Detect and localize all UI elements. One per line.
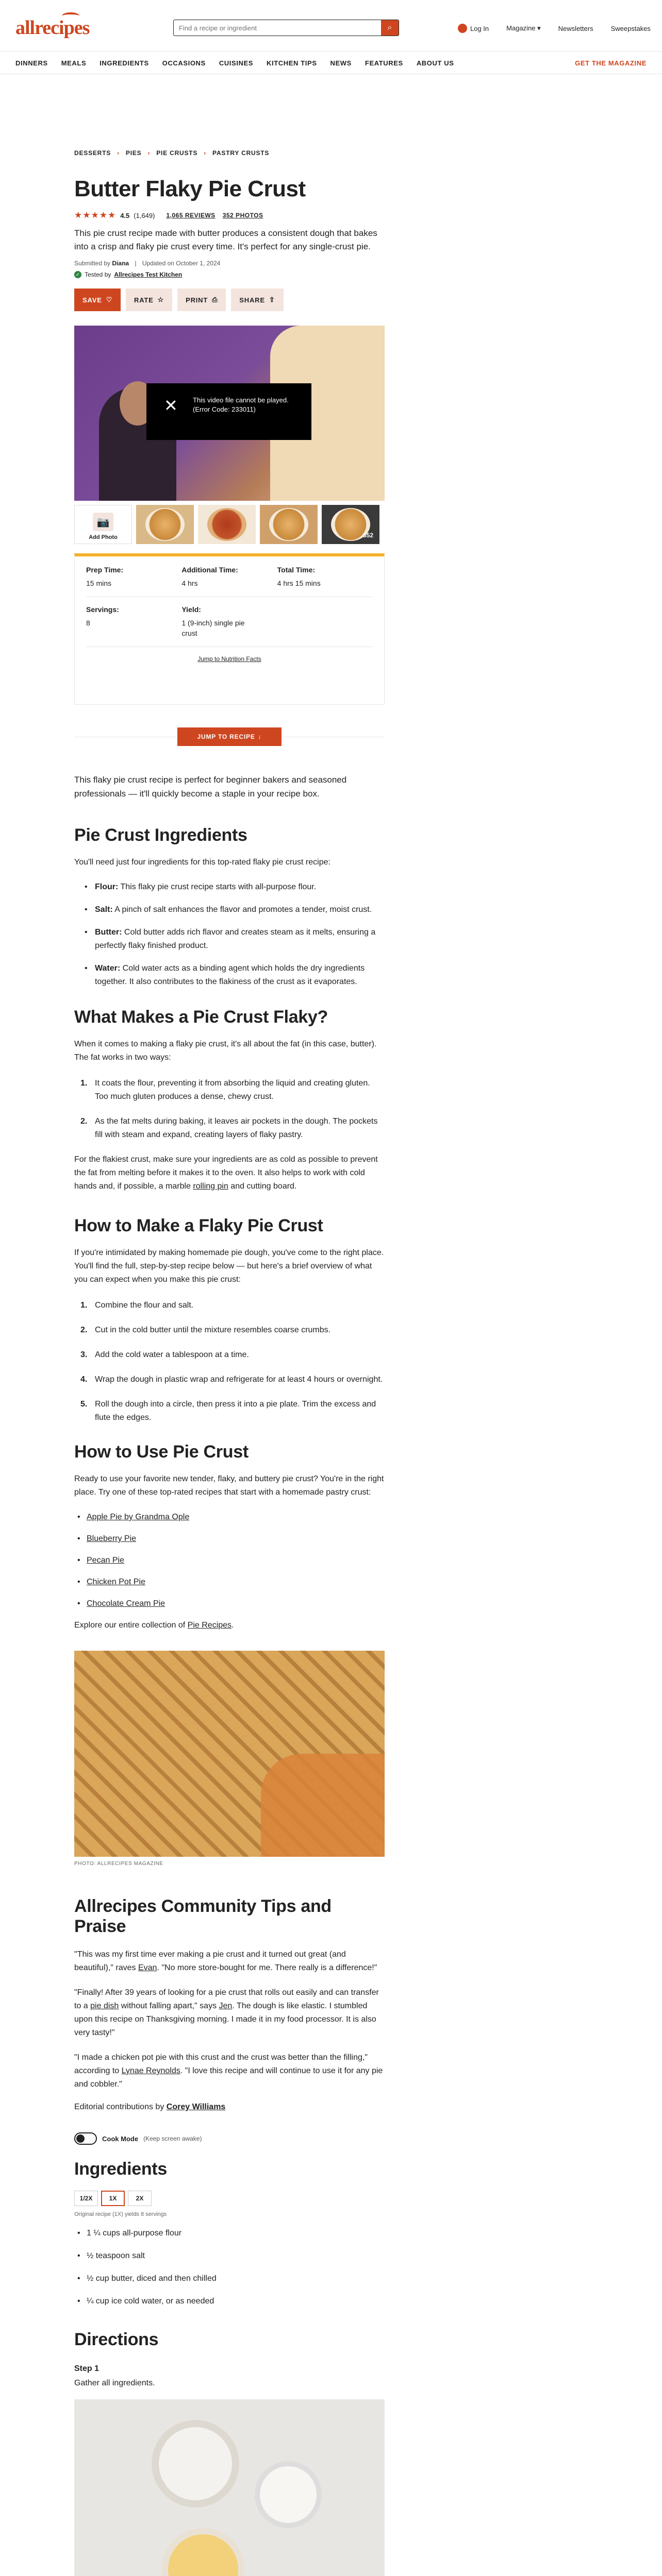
ingredients-list [74,2227,385,2308]
video-error-box [146,383,311,440]
heart-icon: ♡ [106,296,113,303]
photo-thumbnails [74,505,385,544]
cook-mode [74,2132,385,2145]
list-item: 1. Combine the flour and salt. [80,1301,194,1310]
cook-mode-label: Cook Mode [102,2134,139,2143]
star-icon: ☆ [157,296,164,303]
scale-half-button[interactable]: 1/2X [74,2191,98,2206]
jump-to-recipe-button[interactable] [177,727,282,746]
related-recipes-list [74,1511,385,1611]
flaky-reasons-list [74,1077,385,1142]
breadcrumb [74,149,385,157]
arrow-down-icon: ↓ [258,733,262,740]
nav-item-occasions[interactable]: OCCASIONS [162,59,206,67]
recipe-link[interactable]: Apple Pie by Grandma Ople [87,1513,190,1521]
ingredient-item: • ¼ cup ice cold water, or as needed [87,2295,385,2308]
section-heading-ingredients: Pie Crust Ingredients [74,825,247,845]
pie-image [269,508,308,541]
details-row [86,566,373,597]
cook-mode-sub: (Keep screen awake) [143,2135,202,2142]
list-item: 5. Roll the dough into a circle, then press it into a pie plate. Trim the excess and flute the edges. [80,1400,376,1422]
napkin-image [261,1754,385,1857]
save-button[interactable] [74,289,121,311]
section-heading-flaky: What Makes a Pie Crust Flaky? [74,1007,328,1027]
nav-item-features[interactable]: FEATURES [365,59,403,67]
printer-icon: ⎙ [212,296,218,303]
servings-value: 8 [86,619,90,627]
nav-item-news[interactable]: NEWS [330,59,352,67]
step-heading: Step 1 [74,2364,100,2373]
flour-bowl-image [152,2420,239,2507]
section-intro: If you're intimidated by making homemade pie dough, you've come to the right place. You'll find the full, step-by-step recipe below — but here's a brief overview of what you can expect when you make this pie crust: [74,1248,384,1284]
ingredients-heading: Ingredients [74,2159,167,2179]
list-item: 1. It coats the flour, preventing it from absorbing the liquid and creating gluten. Too much gluten produces a dense, chewy crust. [80,1079,370,1101]
list-item: • Butter: Cold butter adds rich flavor and creates steam as it melts, ensuring a perfectly flaky finished product. [95,926,385,953]
details-row [86,605,373,647]
reviews-link[interactable]: 1,065 REVIEWS [166,212,216,219]
breadcrumb-separator: › [204,149,207,157]
nav-item-dinners[interactable]: DINNERS [15,59,48,67]
jump-to-recipe [74,727,385,746]
nav-item-meals[interactable]: MEALS [61,59,87,67]
breadcrumb-separator: › [117,149,120,157]
save-label: SAVE [82,296,102,304]
list-item: 3. Add the cold water a tablespoon at a time. [80,1350,249,1359]
recipe-details-card [74,553,385,705]
recipe-title: Butter Flaky Pie Crust [74,176,306,201]
breadcrumb-desserts[interactable]: DESSERTS [74,149,111,157]
total-time-label: Total Time: [277,566,316,574]
list-item: 2. As the fat melts during baking, it leaves air pockets in the dough. The pockets fill with steam and expand, creating layers of flaky pastry. [80,1117,378,1139]
scale-2x-button[interactable]: 2X [128,2191,152,2206]
site-logo[interactable]: allrecipes [15,17,90,39]
user-icon [458,24,467,33]
section-intro: You'll need just four ingredients for this top-rated flaky pie crust recipe: [74,858,330,867]
get-magazine-link[interactable]: GET THE MAGAZINE [575,59,647,67]
camera-icon: 📷 [93,513,113,531]
jump-label: JUMP TO RECIPE [197,733,255,740]
pie-image [145,508,185,541]
photo-credit: PHOTO: ALLRECIPES MAGAZINE [74,1861,163,1867]
magazine-link[interactable]: Magazine ▾ [506,24,541,32]
community-quote: "This was my first time ever making a pie crust and it turned out great (and beautiful)," raves Evan. "No more store-bought for me. There really is a difference!" [74,1950,377,1972]
prep-time-value: 15 mins [86,579,112,587]
breadcrumb-pie-crusts[interactable]: PIE CRUSTS [156,149,198,157]
photo-thumbnail[interactable] [198,505,256,544]
nav-item-about-us[interactable]: ABOUT US [416,59,454,67]
add-photo-label: Add Photo [89,534,118,540]
ingredient-item: • ½ teaspoon salt [87,2249,385,2263]
directions-heading: Directions [74,2330,159,2349]
section-heading-community: Allrecipes Community Tips and Praise [74,1896,332,1936]
reviewer-link[interactable]: Evan [138,1963,157,1972]
list-item: • Salt: A pinch of salt enhances the flavor and promotes a tender, moist crust. [95,903,385,917]
editor-link[interactable]: Corey Williams [166,2103,226,2111]
byline: Submitted by Diana | Updated on October 1, 2024 [74,260,221,267]
recipe-link[interactable]: Chocolate Cream Pie [87,1599,166,1608]
rate-label: RATE [134,296,154,304]
yield-label: Yield: [181,605,201,614]
header-links [458,24,651,33]
servings-scaler [74,2191,385,2206]
salt-bowl-image [255,2461,322,2528]
section-heading-how-to-use: How to Use Pie Crust [74,1442,249,1462]
yield-value: 1 (9-inch) single pie crust [181,619,245,637]
updated-date: Updated on October 1, 2024 [142,260,221,267]
cook-mode-toggle[interactable] [74,2132,97,2145]
additional-time-label: Additional Time: [181,566,238,574]
nav-item-kitchen-tips[interactable]: KITCHEN TIPS [267,59,317,67]
rating-value: 4.5 [120,211,130,219]
editorial-credit: Editorial contributions by Corey Williams [74,2103,226,2111]
section-heading-how-to-make: How to Make a Flaky Pie Crust [74,1216,323,1235]
photo-thumbnail[interactable] [136,505,194,544]
search-button[interactable] [381,20,399,36]
print-button[interactable] [177,289,226,311]
scale-1x-button[interactable]: 1X [101,2191,125,2206]
recipe-link[interactable]: Blueberry Pie [87,1534,137,1543]
breadcrumb-pastry-crusts[interactable]: PASTRY CRUSTS [212,149,270,157]
servings-label: Servings: [86,605,119,614]
yield-note: Original recipe (1X) yields 8 servings [74,2211,167,2217]
recipe-article [74,149,385,2576]
photo-thumbnail[interactable] [260,505,318,544]
star-rating-icon: ★★★★★ [74,210,117,220]
rolling-pin-link[interactable]: rolling pin [193,1182,228,1191]
add-photo-button[interactable] [74,505,132,544]
reviewer-link[interactable]: Jen [219,2002,233,2010]
pie-dish-link[interactable]: pie dish [90,2002,119,2010]
error-icon: ✕ [164,396,178,415]
lattice-pie-photo [74,1651,385,1857]
ingredient-item: • ½ cup butter, diced and then chilled [87,2272,385,2285]
rate-button[interactable] [126,289,172,311]
video-error-message: This video file cannot be played. [193,396,289,404]
share-icon: ⇪ [269,296,275,303]
main-nav [0,52,662,74]
breadcrumb-pies[interactable]: PIES [125,149,142,157]
ingredient-explainer-list [74,880,385,989]
rating-count: (1,649) [134,211,155,219]
section-intro: Ready to use your favorite new tender, flaky, and buttery pie crust? You're in the right place. Try one of these top-rated recipes that start with a homemade pastry crust: [74,1475,384,1497]
search-input[interactable] [174,20,381,36]
list-item: 4. Wrap the dough in plastic wrap and refrigerate for at least 4 hours or overnight. [80,1375,383,1384]
nutrition-facts-link[interactable]: Jump to Nutrition Facts [197,655,261,663]
share-label: SHARE [239,296,265,304]
tested-label: Tested by [85,271,111,278]
share-button[interactable] [231,289,283,311]
more-photos-thumbnail[interactable] [322,505,379,544]
nav-item-ingredients[interactable]: INGREDIENTS [100,59,149,67]
butter-bowl-image [162,2528,244,2576]
list-item [87,1532,385,1546]
additional-time-value: 4 hrs [181,579,198,587]
list-item: 2. Cut in the cold butter until the mixture resembles coarse crumbs. [80,1326,331,1334]
breadcrumb-separator: › [147,149,151,157]
author-link[interactable]: Diana [112,260,129,267]
nav-item-cuisines[interactable]: CUISINES [219,59,254,67]
print-label: PRINT [186,296,208,304]
list-item: • Water: Cold water acts as a binding agent which holds the dry ingredients together. It also contributes to the flakiness of the crust as it evaporates. [95,962,385,989]
recipe-link[interactable]: Chicken Pot Pie [87,1578,145,1586]
total-time-value: 4 hrs 15 mins [277,579,321,587]
recipe-description: This pie crust recipe made with butter produces a consistent dough that bakes into a crisp and flaky pie crust every time. It's perfect for any single-crust pie. [74,228,377,251]
test-kitchen-link[interactable]: Allrecipes Test Kitchen [114,271,183,278]
pie-image [207,508,246,541]
site-header [0,0,662,52]
step-text: Gather all ingredients. [74,2379,155,2387]
step-1-photo [74,2399,385,2576]
photos-link[interactable]: 352 PHOTOS [222,212,263,219]
check-icon: ✓ [74,271,81,278]
recipe-actions [74,289,385,311]
section-outro: Explore our entire collection of Pie Recipes. [74,1621,234,1630]
community-quote: "I made a chicken pot pie with this crust and the crust was better than the filling," according to Lynae Reynolds. "I love this recipe and will continue to use it for any pie and cobbler." [74,2053,383,2089]
login-link[interactable] [458,24,489,33]
list-item [87,1554,385,1567]
section-intro: When it comes to making a flaky pie crust, it's all about the fat (in this case, butter). The fat works in two ways: [74,1040,377,1062]
list-item [87,1511,385,1524]
more-photos-count: 352 [362,532,373,539]
steps-overview-list [74,1299,385,1425]
login-label: Log In [470,24,489,32]
prep-time-label: Prep Time: [86,566,124,574]
newsletters-link[interactable]: Newsletters [558,24,593,32]
search-icon: ⌕ [387,23,392,32]
tested-badge [74,271,385,278]
pie-recipes-link[interactable]: Pie Recipes [187,1621,232,1630]
list-item [87,1575,385,1589]
ingredient-item: • 1 ¼ cups all-purpose flour [87,2227,385,2240]
recipe-video[interactable] [74,326,385,501]
list-item [87,1597,385,1611]
reviewer-link[interactable]: Lynae Reynolds [121,2066,180,2075]
community-quote: "Finally! After 39 years of looking for a pie crust that rolls out easily and can transfer to a pie dish without falling apart," says Jen. The dough is like elastic. I stumbled upon this recipe on Thanksgiving morning. I made it in my food processor. It is also very tasty!" [74,1988,379,2037]
sweepstakes-link[interactable]: Sweepstakes [610,24,651,32]
rating-row [74,210,385,221]
intro-paragraph: This flaky pie crust recipe is perfect for beginner bakers and seasoned professionals — it'll quickly become a staple in your recipe box. [74,775,347,799]
search-bar [173,20,399,36]
submitted-label: Submitted by [74,260,111,267]
video-error-code: (Error Code: 233011) [193,405,256,413]
logo-arc-icon [62,12,79,20]
nav-items [15,59,454,67]
section-outro: For the flakiest crust, make sure your ingredients are as cold as possible to prevent the fat from melting before it makes it to the oven. It also helps to work with cold hands and, if possible, a marble rolling pin and cutting board. [74,1155,378,1191]
recipe-link[interactable]: Pecan Pie [87,1556,124,1565]
list-item: • Flour: This flaky pie crust recipe starts with all-purpose flour. [95,880,385,894]
